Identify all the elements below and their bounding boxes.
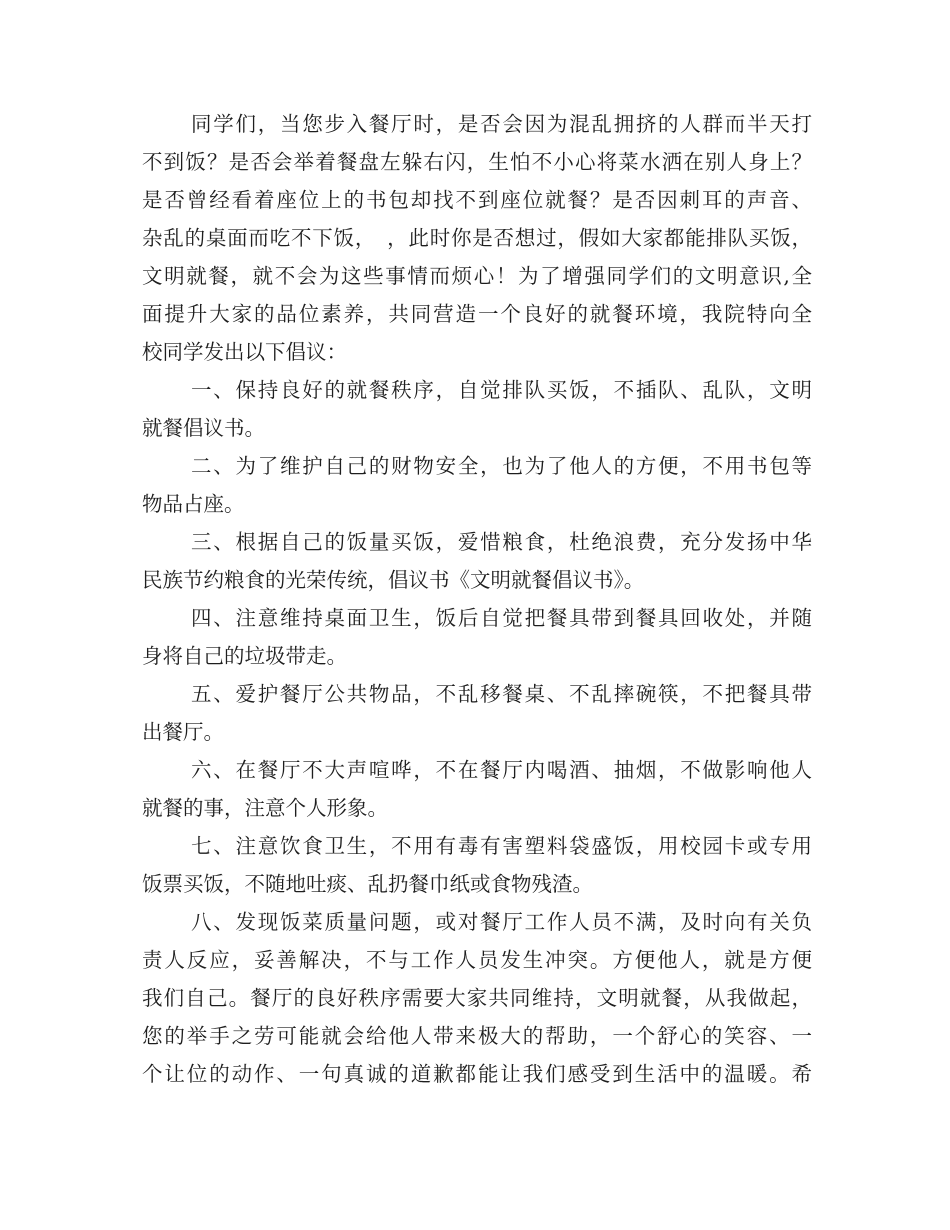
text-line: 民族节约粮食的光荣传统，倡议书《文明就餐倡议书》。 — [142, 568, 645, 592]
text-line: 杂乱的桌面而吃不下饭， ，此时你是否想过，假如大家都能排队买饭， — [142, 226, 812, 250]
text-line: 校同学发出以下倡议： — [142, 340, 347, 364]
text-line: 一、保持良好的就餐秩序，自觉排队买饭，不插队、乱队，文明 — [191, 378, 812, 402]
text-line: 文明就餐，就不会为这些事情而烦心！为了增强同学们的文明意识,全 — [142, 264, 812, 288]
text-line: 二、为了维护自己的财物安全，也为了他人的方便，不用书包等 — [191, 454, 812, 478]
text-line: 五、爱护餐厅公共物品，不乱移餐桌、不乱摔碗筷，不把餐具带 — [191, 682, 812, 706]
text-line: 就餐的事，注意个人形象。 — [142, 796, 388, 820]
text-line: 八、发现饭菜质量问题，或对餐厅工作人员不满，及时向有关负 — [191, 910, 812, 934]
text-line: 饭票买饭，不随地吐痰、乱扔餐巾纸或食物残渣。 — [142, 872, 593, 896]
text-line: 七、注意饮食卫生，不用有毒有害塑料袋盛饭，用校园卡或专用 — [191, 834, 812, 858]
text-line: 就餐倡议书。 — [142, 416, 265, 440]
text-line: 出餐厅。 — [142, 720, 224, 744]
text-line: 物品占座。 — [142, 492, 245, 516]
text-line: 我们自己。餐厅的良好秩序需要大家共同维持，文明就餐，从我做起， — [142, 986, 812, 1010]
text-line: 不到饭？是否会举着餐盘左躲右闪，生怕不小心将菜水洒在别人身上？ — [142, 150, 812, 174]
text-line: 您的举手之劳可能就会给他人带来极大的帮助，一个舒心的笑容、一 — [142, 1024, 812, 1048]
text-line: 面提升大家的品位素养，共同营造一个良好的就餐环境，我院特向全 — [142, 302, 812, 326]
text-line: 六、在餐厅不大声喧哗，不在餐厅内喝酒、抽烟，不做影响他人 — [191, 758, 812, 782]
text-line: 责人反应，妥善解决，不与工作人员发生冲突。方便他人，就是方便 — [142, 948, 812, 972]
text-line: 四、注意维持桌面卫生，饭后自觉把餐具带到餐具回收处，并随 — [191, 606, 812, 630]
text-line: 个让位的动作、一句真诚的道歉都能让我们感受到生活中的温暖。希 — [142, 1062, 812, 1086]
text-line: 是否曾经看着座位上的书包却找不到座位就餐？是否因刺耳的声音、 — [142, 188, 812, 212]
text-line: 同学们，当您步入餐厅时，是否会因为混乱拥挤的人群而半天打 — [191, 112, 812, 136]
text-line: 身将自己的垃圾带走。 — [142, 644, 347, 668]
text-line: 三、根据自己的饭量买饭，爱惜粮食，杜绝浪费，充分发扬中华 — [191, 530, 812, 554]
